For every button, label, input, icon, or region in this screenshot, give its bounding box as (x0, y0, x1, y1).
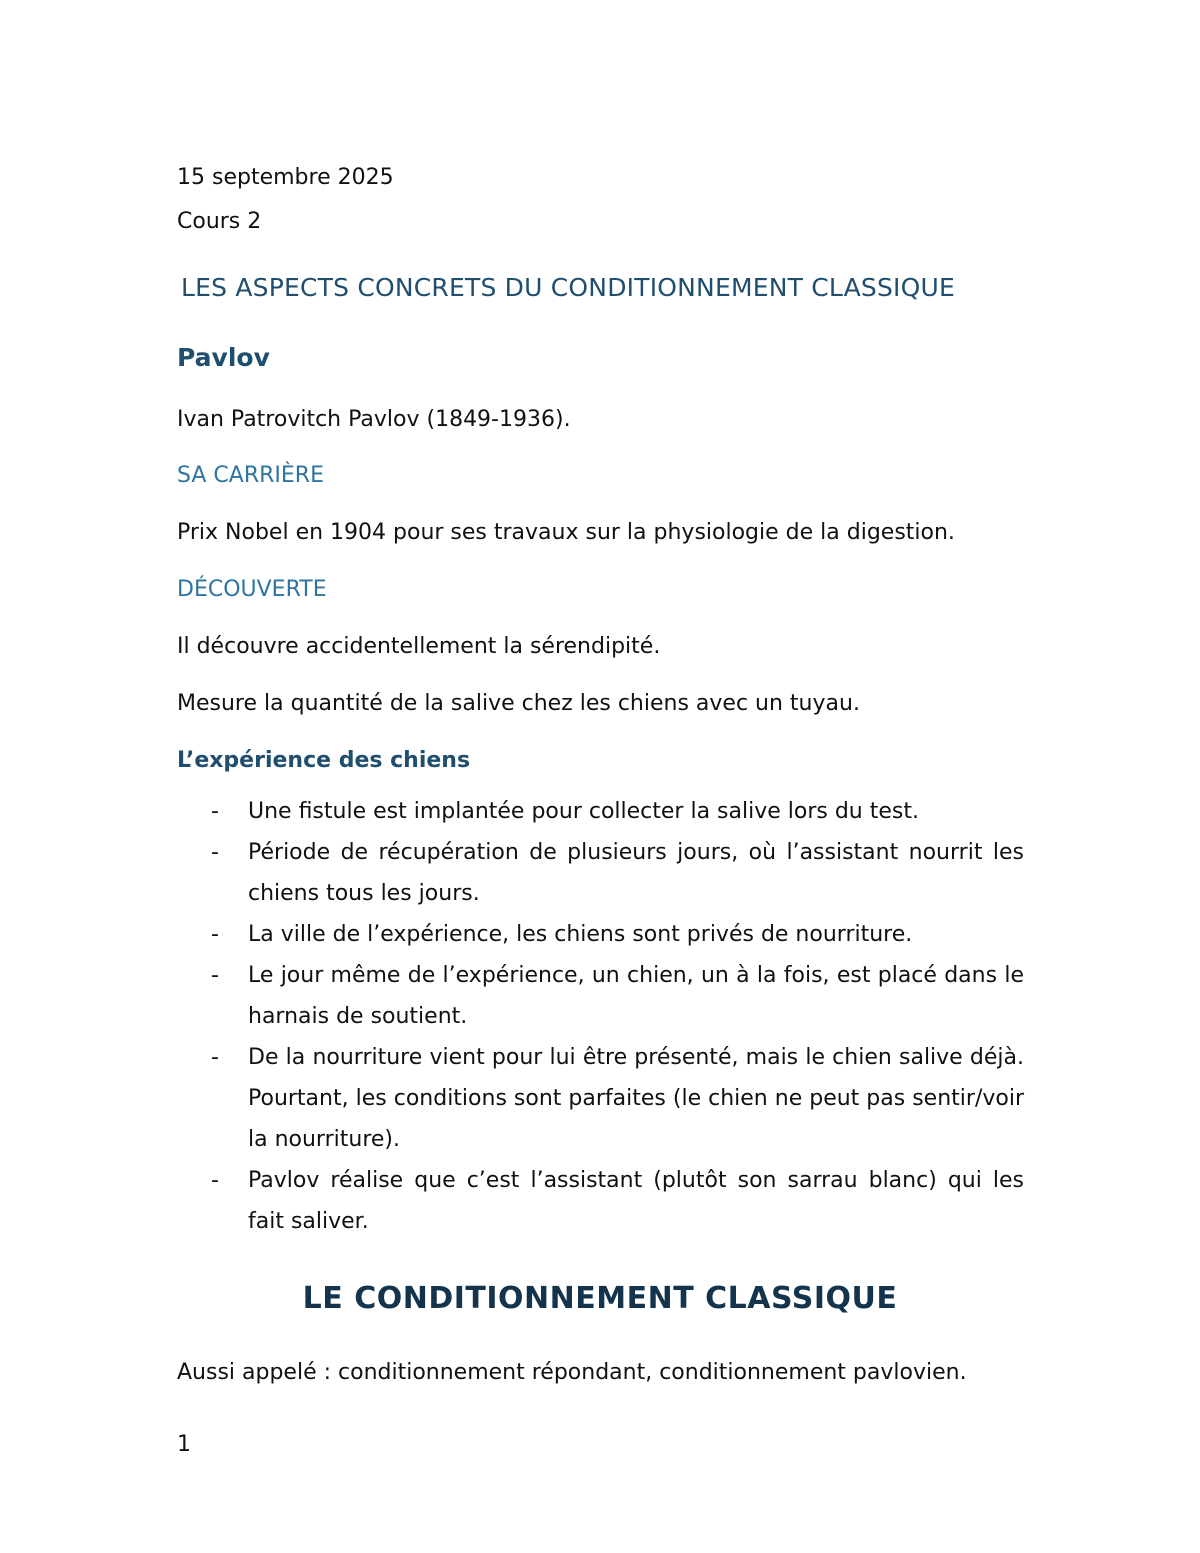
list-item (177, 791, 1024, 832)
list-item-text: La ville de l’expérience, les chiens sont privés de nourriture. (248, 922, 913, 947)
list-item-text: Une fistule est implantée pour collecter la salive lors du test. (248, 799, 919, 824)
list-item (177, 914, 1024, 955)
discovery-heading: DÉCOUVERTE (177, 577, 327, 602)
section-text: Aussi appelé : conditionnement répondant, conditionnement pavlovien. (177, 1360, 967, 1385)
list-item-text: De la nourriture vient pour lui être présenté, mais le chien salive déjà. Pourtant, les conditions sont parfaites (le chien ne peut pas sentir/voir la nourriture). (248, 1045, 1024, 1152)
bullet-dash: - (211, 799, 219, 824)
list-item (177, 1160, 1024, 1242)
list-item-text: Le jour même de l’expérience, un chien, un à la fois, est placé dans le harnais de soutient. (248, 963, 1024, 1029)
pavlov-heading: Pavlov (177, 343, 270, 372)
list-item (177, 955, 1024, 1037)
bullet-dash: - (211, 922, 219, 947)
bullet-dash: - (211, 1168, 219, 1193)
page-number: 1 (177, 1432, 191, 1457)
bullet-dash: - (211, 840, 219, 865)
career-heading: SA CARRIÈRE (177, 463, 324, 488)
list-item-text: Période de récupération de plusieurs jours, où l’assistant nourrit les chiens tous les jours. (248, 840, 1024, 906)
list-item (177, 1037, 1024, 1160)
course-line: Cours 2 (177, 209, 262, 234)
list-item (177, 832, 1024, 914)
discovery-text-2: Mesure la quantité de la salive chez les chiens avec un tuyau. (177, 691, 860, 716)
list-item-text: Pavlov réalise que c’est l’assistant (plutôt son sarrau blanc) qui les fait saliver. (248, 1168, 1024, 1234)
main-title: LES ASPECTS CONCRETS DU CONDITIONNEMENT CLASSIQUE (181, 273, 955, 302)
pavlov-intro: Ivan Patrovitch Pavlov (1849-1936). (177, 407, 571, 432)
experiment-heading: L’expérience des chiens (177, 748, 471, 773)
bullet-dash: - (211, 1045, 219, 1070)
career-text: Prix Nobel en 1904 pour ses travaux sur la physiologie de la digestion. (177, 520, 955, 545)
section-title: LE CONDITIONNEMENT CLASSIQUE (302, 1281, 898, 1316)
experiment-list (177, 791, 1024, 1242)
date-line: 15 septembre 2025 (177, 165, 394, 190)
bullet-dash: - (211, 963, 219, 988)
discovery-text-1: Il découvre accidentellement la sérendipité. (177, 634, 661, 659)
